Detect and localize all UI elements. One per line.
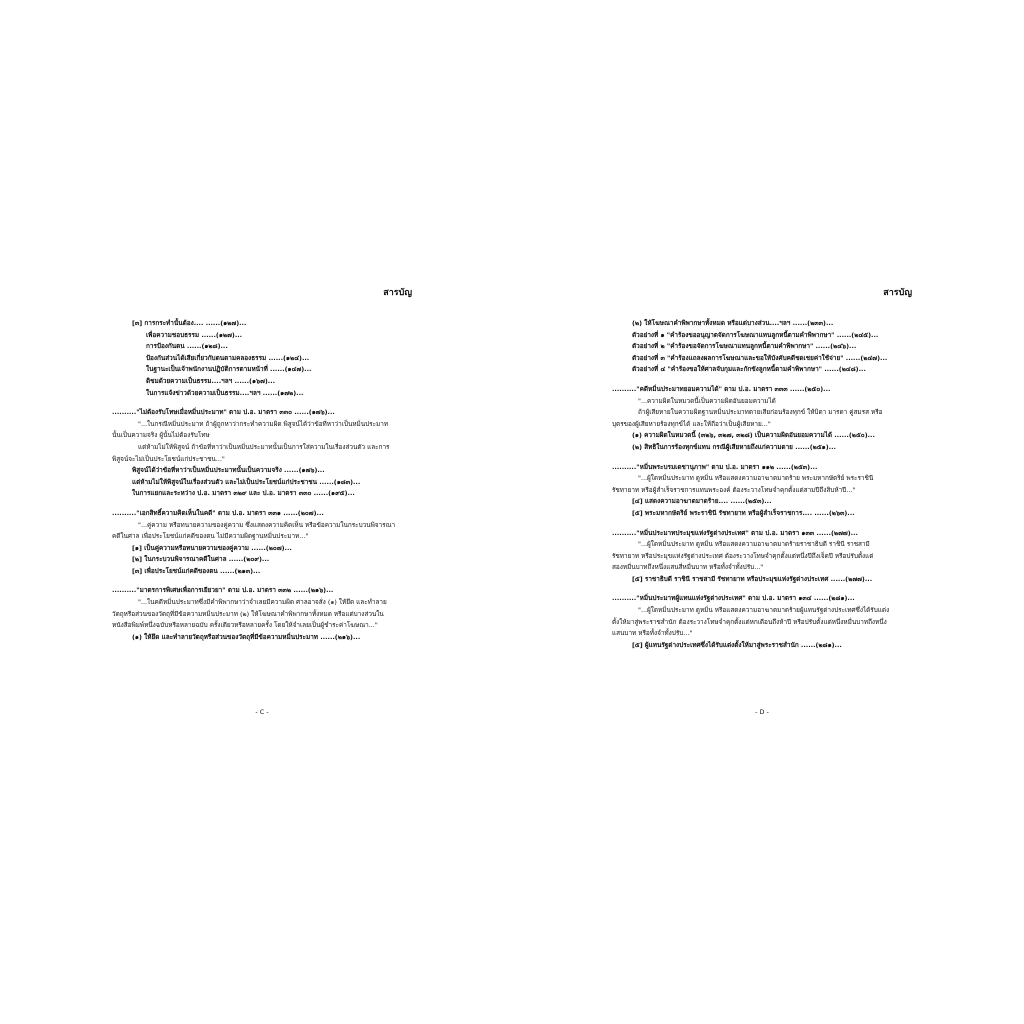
section-gap xyxy=(112,500,412,508)
toc-line: ป้องกันส่วนได้เสียเกี่ยวกับตนตามคลองธรรม ......(๑๒๔)... xyxy=(146,353,310,362)
toc-line: "...ความผิดในหมวดนี้เป็นความผิดอันยอมความได้ xyxy=(638,396,776,405)
section-gap xyxy=(612,585,912,593)
toc-line: [๕] ผู้แทนรัฐต่างประเทศซึ่งได้รับแต่งตั้งให้มาสู่พระราชสำนัก ......(๒๘๑)... xyxy=(632,640,842,649)
section-gap xyxy=(612,520,912,528)
toc-line: [๒] ในกระบวนพิจารณาคดีในศาล ......(๒๐๙)... xyxy=(132,555,270,564)
toc-line: บุตรของผู้เสียหายร้องทุกข์ได้ และให้ถือว่าเป็นผู้เสียหาย..." xyxy=(612,419,771,428)
toc-content xyxy=(612,318,912,651)
left-page xyxy=(112,288,412,718)
toc-line: ในการแจ้งข่าวด้วยความเป็นธรรม....ฯลฯ ......(๑๗๒)... xyxy=(146,388,304,397)
toc-line: คดีในศาล เพื่อประโยชน์แก่คดีของตน ไม่มีความผิดฐานหมิ่นประมาท..." xyxy=(112,532,309,541)
toc-line: แต่ห้ามไม่ให้พิสูจน์ ถ้าข้อที่หาว่าเป็นหมิ่นประมาทนั้นเป็นการใส่ความในเรื่องส่วนตัว และการ xyxy=(138,442,390,451)
toc-line: รัชทายาท หรือประมุขแห่งรัฐต่างประเทศ ต้องระวางโทษจำคุกตั้งแต่หนึ่งปีถึงเจ็ดปี หรือปรับตั้งแต่ xyxy=(612,551,874,560)
section-gap xyxy=(112,577,412,585)
toc-line: [๓] เพื่อประโยชน์แก่คดีของตน ......(๒๑๓)... xyxy=(132,566,261,575)
toc-line: [๑] เป็นคู่ความหรือทนายความของคู่ความ ......(๒๐๗)... xyxy=(132,543,292,552)
section-heading: .........."หมิ่นประมาทผู้แทนแห่งรัฐต่างประเทศ" ตาม ป.อ. มาตรา ๑๓๔ ......(๒๘๑)... xyxy=(612,594,855,603)
toc-line: รัชทายาท หรือผู้สำเร็จราชการแทนพระองค์ ต้องระวางโทษจำคุกตั้งแต่สามปีถึงสิบห้าปี..." xyxy=(612,485,856,494)
toc-line: (๒) สิทธิในการร้องทุกข์แทน กรณีผู้เสียหายถึงแก่ความตาย ......(๒๕๑)... xyxy=(632,442,836,451)
toc-line: การป้องกันตน ......(๑๒๘)... xyxy=(146,342,228,351)
section-gap xyxy=(612,454,912,462)
section-heading: .........."มาตรการพิเศษเพื่อการเยียวยา" ตาม ป.อ. มาตรา ๓๓๒ ......(๒๑๖)... xyxy=(112,586,334,595)
section-heading: .........."หมิ่นพระบรมเดชานุภาพ" ตาม ป.อ. มาตรา ๑๑๒ ......(๒๕๓)... xyxy=(612,462,818,471)
toc-line: หนังสือพิมพ์หนึ่งฉบับหรือหลายฉบับ ครั้งเดียวหรือหลายครั้ง โดยให้จำเลยเป็นผู้ชำระค่าโฆษณา..." xyxy=(112,621,378,630)
section-gap xyxy=(612,376,912,384)
toc-line: พิสูจน์ได้ว่าข้อที่หาว่าเป็นหมิ่นประมาทนั้นเป็นความจริง ......(๑๗๖)... xyxy=(132,466,325,475)
toc-line: ตัวอย่างที่ ๑ "คำร้องขออนุญาตจัดการโฆษณาแทนลูกหนี้ตามคำพิพากษา" ......(๒๔๕)... xyxy=(632,330,879,339)
toc-line: ติชมด้วยความเป็นธรรม....ฯลฯ ......(๑๖๗)... xyxy=(146,376,276,385)
toc-line: [๓] การกระทำนั้นต้อง.... ......(๑๒๗)... xyxy=(132,319,247,327)
toc-line: แต่ห้ามไม่ให้พิสูจน์ในเรื่องส่วนตัว และไม่เป็นประโยชน์แก่ประชาชน ......(๑๘๓)... xyxy=(132,477,361,486)
section-heading: .........."ไม่ต้องรับโทษเมื่อหมิ่นประมาท" ตาม ป.อ. มาตรา ๓๓๐ ......(๑๗๖)... xyxy=(112,408,335,417)
toc-line: "...ผู้ใดหมิ่นประมาท ดูหมิ่น หรือแสดงความอาฆาตมาดร้ายราชาธิบดี ราชินี ราชสามี xyxy=(638,540,870,549)
section-heading: .........."หมิ่นประมาทประมุขแห่งรัฐต่างประเทศ" ตาม ป.อ. มาตรา ๑๓๓ ......(๒๗๗)... xyxy=(612,528,858,537)
section-gap xyxy=(112,399,412,407)
toc-line: "...ผู้ใดหมิ่นประมาท ดูหมิ่น หรือแสดงความอาฆาตมาดร้ายผู้แทนรัฐต่างประเทศซึ่งได้รับแต่ง xyxy=(638,606,890,615)
toc-line: ตัวอย่างที่ ๓ "คำร้องแถลงผลการโฆษณาและขอให้บังคับคดีชดเชยค่าใช้จ่าย" ......(๒๔๗)... xyxy=(632,353,888,362)
toc-line: ในการแยกและระหว่าง ป.อ. มาตรา ๓๒๙ และ ป.อ. มาตรา ๓๓๐ ......(๑๙๕)... xyxy=(132,489,355,498)
toc-line: "...คู่ความ หรือทนายความของคู่ความ ซึ่งแสดงความคิดเห็น หรือข้อความในกระบวนพิจารณา xyxy=(138,520,396,529)
toc-line: "...ในกรณีหมิ่นประมาท ถ้าผู้ถูกหาว่ากระทำความผิด พิสูจน์ได้ว่าข้อที่หาว่าเป็นหมิ่นประมาท xyxy=(138,419,389,428)
toc-line: "...ในคดีหมิ่นประมาทซึ่งมีคำพิพากษาว่าจำเลยมีความผิด ศาลอาจสั่ง (๑) ให้ยึด และทำลาย xyxy=(138,598,387,607)
toc-line: ตั้งให้มาสู่พระราชสำนัก ต้องระวางโทษจำคุกตั้งแต่หกเดือนถึงห้าปี หรือปรับตั้งแต่หนึ่งหมื่นบาทถึงหนึ่ง xyxy=(612,617,887,626)
page-header: สารบัญ xyxy=(383,288,412,298)
toc-line: พิสูจน์จะไม่เป็นประโยชน์แก่ประชาชน..." xyxy=(112,454,225,463)
toc-line: นั้นเป็นความจริง ผู้นั้นไม่ต้องรับโทษ xyxy=(112,431,210,440)
toc-line: ตัวอย่างที่ ๒ "คำร้องขอจัดการโฆษณาแทนลูกหนี้ตามคำพิพากษา" ......(๒๔๖)... xyxy=(632,342,857,351)
toc-line: สองหมื่นบาทถึงหนึ่งแสนสี่หมื่นบาท หรือทั้งจำทั้งปรับ..." xyxy=(612,563,764,572)
toc-line: (๑) ความผิดในหมวดนี้ (๓๒๖, ๓๒๗, ๓๒๘) เป็นความผิดอันยอมความได้ ......(๒๕๐)... xyxy=(632,431,875,440)
toc-line: "...ผู้ใดหมิ่นประมาท ดูหมิ่น หรือแสดงความอาฆาตมาดร้าย พระมหากษัตริย์ พระราชินี xyxy=(638,474,874,483)
toc-line: วัตถุหรือส่วนของวัตถุที่มีข้อความหมิ่นประมาท (๒) ให้โฆษณาคำพิพากษาทั้งหมด หรือแต่บางส่วนใน xyxy=(112,609,384,618)
toc-line: แสนบาท หรือทั้งจำทั้งปรับ..." xyxy=(612,629,693,638)
page-number: - D - xyxy=(755,708,769,716)
toc-line: [๔] แสดงความอาฆาตมาดร้าย.... ......(๒๕๓)... xyxy=(632,497,772,506)
page-header: สารบัญ xyxy=(883,288,912,298)
toc-line: [๕] ราชาธิบดี ราชินี ราชสามี รัชทายาท หรือประมุขแห่งรัฐต่างประเทศ ......(๒๗๗)... xyxy=(632,574,873,583)
toc-line: ในฐานะเป็นเจ้าพนักงานปฏิบัติการตามหน้าที่ ......(๑๔๗)... xyxy=(146,365,312,374)
toc-line: ถ้าผู้เสียหายในความผิดฐานหมิ่นประมาทตายเสียก่อนร้องทุกข์ ให้บิดา มารดา คู่สมรส หรือ xyxy=(638,408,883,417)
toc-line: เพื่อความชอบธรรม ......(๑๒๗)... xyxy=(146,330,243,339)
right-page xyxy=(612,288,912,718)
section-heading: .........."คดีหมิ่นประมาทยอมความได้" ตาม ป.อ. มาตรา ๓๓๓ ......(๒๕๐)... xyxy=(612,384,831,393)
page-number: - C - xyxy=(255,708,269,716)
toc-content xyxy=(112,318,412,643)
toc-line: ตัวอย่างที่ ๔ "คำร้องขอให้ศาลจับกุมและกักขังลูกหนี้ตามคำพิพากษา" ......(๒๔๘)... xyxy=(632,365,866,374)
toc-line: (๑) ให้ยึด และทำลายวัตถุหรือส่วนของวัตถุที่มีข้อความหมิ่นประมาท ......(๒๑๖)... xyxy=(132,632,361,641)
section-heading: .........."เอกสิทธิ์ความคิดเห็นในคดี" ตาม ป.อ. มาตรา ๓๓๑ ......(๒๐๗)... xyxy=(112,508,324,517)
toc-line: [๕] พระมหากษัตริย์ พระราชินี รัชทายาท หรือผู้สำเร็จราชการ.... ......(๒๖๓)... xyxy=(632,508,855,517)
toc-line: (๒) ให้โฆษณาคำพิพากษาทั้งหมด หรือแต่บางส่วน....ฯลฯ ......(๒๓๓)... xyxy=(632,319,834,327)
